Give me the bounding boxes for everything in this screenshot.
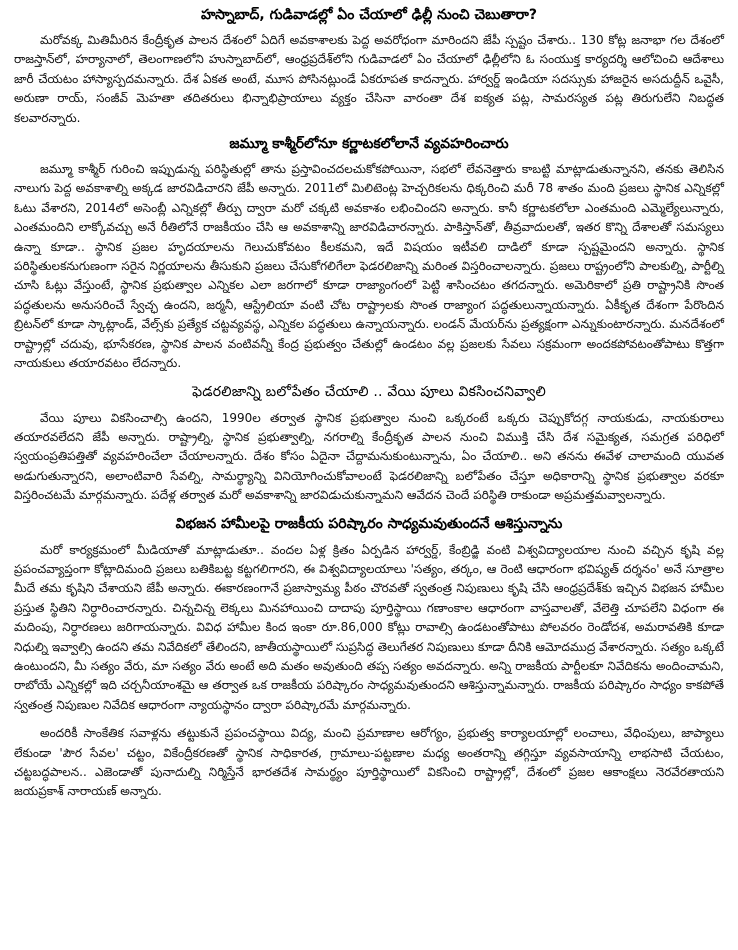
section-heading-hasnabad: హస్నాబాద్, గుడివాడల్లో ఏం చేయాలో ఢిల్లీ నుంచి చెబుతారా? — [200, 7, 538, 23]
section-heading-bifurcation: విభజన హామీలపై రాజకీయ పరిష్కారం సాధ్యమవుతుందనే ఆశిస్తున్నాను — [175, 515, 563, 532]
paragraph-federalism: వేయి పూలు వికసించాల్సి ఉందని, 1990ల తర్వాత స్థానిక ప్రభుత్వాల నుంచి ఒక్కరంటే ఒక్కరు చెప్పుకోదగ్గ నాయకుడు, నాయకురాలు తయారవలేదని జేపీ అన్నారు. రాష్ట్రాల్ని, స్థానిక ప్రభుత్వాల్ని, నగరాల్ని కేంద్రీకృత పాలన నుంచి విముక్తి చేసి దేశ సమైక్యత, సమగ్రత పరిధిలో స్వయంప్రతిపత్తితో వ్యవహరించేలా చేయాలన్నారు. దేశం కోసం ఏదైనా చేద్దామనుకుంటున్నాను, ఏం చేయాలి.. అని తనను ఈవేళ చాలామంది యువత అడుగుతున్నారని, అలాంటివారి సేవల్ని, సామర్థ్యాన్ని వినియోగించుకోవాలంటే ఫెడరలిజాన్ని బలోపేతం చేస్తూ అధికారాన్ని స్థానిక ప్రభుత్వాల వరకూ విస్తరించటమే మార్గమన్నారు. పదేళ్ల తర్వాత మరో అవకాశాన్ని జారవిడుచుకున్నామని ఆవేదన చెందే పరిస్థితి రాకుండా అప్రమత్తమవ్వాలన్నారు. — [14, 410, 724, 503]
paragraph-jammu-kashmir: జమ్మూ కాశ్మీర్ గురించి ఇప్పుడున్న పరిస్థితుల్లో తాను ప్రస్తావించదలచుకోకపోయినా, సభలో లేవనెత్తారు కాబట్టి మాట్లాడుతున్నానని, తనకు తెలిసిన నాలుగు పెద్ద అవకాశాల్ని అక్కడ జారవిడిచారని జేపీ అన్నారు. 2011లో మిలిటెంట్ల హెచ్చరికలను ధిక్కరించి మరీ 78 శాతం మంది ప్రజలు స్థానిక ఎన్నికల్లో ఓటు వేశారని, 2014లో అసెంబ్లీ ఎన్నికల్లో తీర్పు ద్వారా మరో చక్కటి అవకాశం లభించిందని అన్నారు. కానీ కర్ణాటకలోలా ఎంతమంది ఎమ్మెల్యేలున్నారు, ఎంతమందిని లాక్కోవచ్చు అనే రీతిలోనే రాజకీయం చేసి ఆ అవకాశాన్ని జారవిడిచారన్నారు. పాకిస్తాన్‌తో, తీవ్రవాదులతో, ఇతర కొన్ని దేశాలతో సమస్యలు ఉన్నా కూడా.. స్థానిక ప్రజల హృదయాలను గెలుచుకోవటం కీలకమని, ఇదే విషయం ఇటీవలి దాడిలో కూడా స్పష్టమైందని అన్నారు. స్థానిక పరిస్థితులకనుగుణంగా సరైన నిర్ణయాలను తీసుకుని ప్రజలు చేసుకోగలిగేలా ఫెడరలిజాన్ని మరింత విస్తరించాలన్నారు. ప్రజలు రాష్ట్రంలోని పాలకుల్ని, పార్టీల్ని చూసి ఓట్లు వేస్తుంటే, స్థానిక ప్రభుత్వాల ఎన్నికల ఎలా జరగాలో కూడా రాజ్యాంగంలో పెట్టి శాసించటం తగదన్నారు. అమెరికాలో ప్రతి రాష్ట్రానికి సొంత పద్ధతులను అనుసరించే స్వేచ్ఛ ఉందని, జర్మనీ, ఆస్ట్రేలియా వంటి చోట రాష్ట్రాలకు సొంత రాజ్యాంగ పద్ధతులున్నాయన్నారు. ఏకీకృత దేశంగా పేరొందిన బ్రిటన్‌లో కూడా స్కాట్లాండ్, వేల్స్‌కు ప్రత్యేక చట్టవ్యవస్థ, ఎన్నికల పద్ధతులు ఉన్నాయన్నారు. లండన్ మేయర్‌ను ప్రత్యక్షంగా ఎన్నుకుంటారన్నారు. మనదేశంలో రాష్ట్రాల్లో చదువు, భూసేకరణ, స్థానిక పాలన వంటివన్నీ కేంద్ర ప్రభుత్వం చేతుల్లో ఉండటం వల్ల ప్రజలకు సేవలు సక్రమంగా అందకపోవటంతోపాటు కొత్తగా నాయకులు తయారవటం లేదన్నారు. — [14, 162, 724, 371]
paragraph-agenda: అందరికీ సాంకేతిక సవాళ్లను తట్టుకునే ప్రపంచస్థాయి విద్య, మంచి ప్రమాణాల ఆరోగ్యం, ప్రభుత్వ కార్యాలయాల్లో లంచాలు, వేధింపులు, జాప్యాలు లేకుండా 'పౌర సేవల' చట్టం, వికేంద్రీకరణతో స్థానిక సాధికారత, గ్రామాలు-పట్టణాల మధ్య అంతరాన్ని తగ్గిస్తూ వ్యవసాయాన్ని లాభసాటి చేయటం, చట్టబద్ధపాలన.. ఎజెండాతో పునాదుల్ని నిర్మిస్తేనే భారతదేశ సామర్థ్యం పూర్తిస్థాయిలో వికసించి రాష్ట్రాల్లో, దేశంలో ప్రజల ఆకాంక్షలు నెరవేరతాయని జయప్రకాశ్ నారాయణ్ అన్నారు. — [14, 726, 724, 799]
section-heading-jammu-kashmir: జమ్మూ కాశ్మీర్‌లోనూ కర్ణాటకలోలానే వ్యవహరించారు — [229, 136, 509, 153]
paragraph-centralization: మరోవక్క మితిమీరిన కేంద్రీకృత పాలన దేశంలో ఏదిగే అవకాశాలకు పెద్ద అవరోధంగా మారిందని జేపీ స్పష్టం చేశారు.. 130 కోట్ల జనాభా గల దేశంలో రాజస్తాన్‌లో, హర్యానాలో, తెలంగాణలోని హుస్నాబాద్‌లో, ఆంధ్రప్రదేశ్‌లోని గుడివాడలో ఏం చేయాలో ఢిల్లీలోని ఓ సంయుక్త కార్యదర్శి ఆలోచించి ఆదేశాలు జారీ చేయటం హాస్యాస్పదమన్నారు. దేశ ఏకత అంటే, మూస పోసినట్లుండే ఏకరూపత కాదన్నారు. హార్వర్డ్ ఇండియా సదస్సుకు హాజరైన అసదుద్దీన్ ఒవైసీ, అరుణా రాయ్, సంజీవ్ మెహతా తదితరులు భిన్నాభిప్రాయాలు వ్యక్తం చేసినా వారంతా దేశ ఐక్యత పట్ల, సామరస్యత పట్ల తిరుగులేని నిబద్ధత కలవారన్నారు. — [14, 33, 724, 125]
section-heading-federalism: ఫెడరలిజాన్ని బలోపేతం చేయాలి .. వేయి పూలు వికసించనివ్వాలి — [192, 383, 546, 400]
paragraph-bifurcation: మరో కార్యక్రమంలో మీడియాతో మాట్లాడుతూ.. వందల ఏళ్ల క్రితం ఏర్పడిన హార్వర్డ్, కేంబ్రిడ్జి వంటి విశ్వవిద్యాలయాల నుంచి వచ్చిన కృషి వల్ల ప్రపంచవ్యాప్తంగా కోట్లాదిమంది ప్రజలు బతికిబట్ట కట్టగలిగారని, ఈ విశ్వవిద్యాలయాలు 'సత్యం, తర్కం, ఆ రెంటి ఆధారంగా భవిష్యత్ దర్శనం' అనే సూత్రాల మీదే తమ కృషిని చేశాయని జేపీ అన్నారు. ఈకారణంగానే ప్రజాస్వామ్య పీఠం చొరవతో స్వతంత్ర నిపుణులు కృషి చేసి ఆంధ్రప్రదేశ్‌కు ఇచ్చిన విభజన హామీల ప్రస్తుత స్థితిని నిర్ధారించారన్నారు. చిన్నచిన్న లెక్కలు మినహాయించి దాదాపు పూర్తిస్థాయి గణాంకాల ఆధారంగా వాస్తవాలతో, వేలెత్తి చూపలేని విధంగా ఈ మదింపు, నిర్ధారణలు జరిగాయన్నారు. వివిధ హామీల కింద ఇంకా రూ.86,000 కోట్లు రావాల్సి ఉండటంతోపాటు పోలవరం రెండోదశ, అమరావతికి కూడా నిధుల్ని ఇవ్వాల్సి ఉందని తమ నివేదికలో తేలిందని, జాతీయస్థాయిలో సుప్రసిద్ధ తెలుగేతర నిపుణులు కూడా దీనికి ఆమోదముద్ర వేశారన్నారు. సత్యం ఒక్కటే ఉంటుందని, మీ సత్యం వేరు, మా సత్యం వేరు అంటే అది మతం అవుతుంది తప్ప సత్యం అవదన్నారు. అన్ని రాజకీయ పార్టీలకూ నివేదికను అందించామని, రాబోయే ఎన్నికల్లో ఇది చర్చనీయాంశమై ఆ తర్వాత ఒక రాజకీయ పరిష్కారం సాధ్యమవుతుందని ఆశిస్తున్నామన్నారు. రాజకీయ పరిష్కారం సాధ్యం కాకపోతే స్వతంత్ర నిపుణుల నివేదిక ఆధారంగా న్యాయస్థానం ద్వారా పరిష్కారమే మార్గమన్నారు. — [14, 542, 724, 712]
